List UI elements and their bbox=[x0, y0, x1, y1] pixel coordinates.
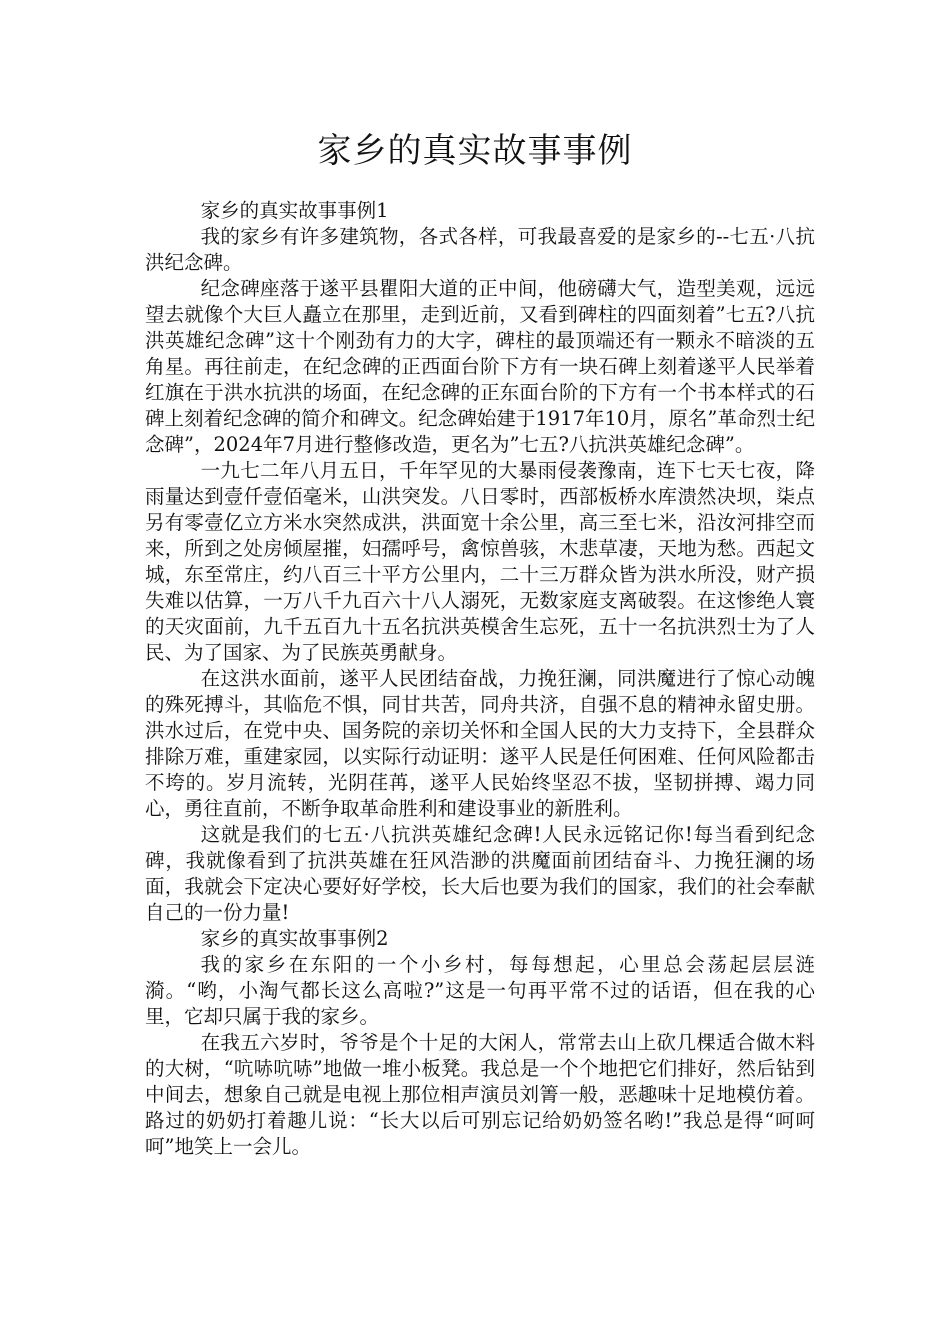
paragraph: 一九七二年八月五日，千年罕见的大暴雨侵袭豫南，连下七天七夜，降雨量达到壹仟壹佰毫米，山洪突发。八日零时，西部板桥水库溃然决坝，柒点另有零壹亿立方米水突然成洪，洪面宽十余公里，高三至七米，沿汝河排空而来，所到之处房倾屋摧，妇孺呼号，禽惊兽骇，木悲草凄，天地为愁。西起文城，东至常庄，约八百三十平方公里内，二十三万群众皆为洪水所没，财产损失难以估算，一万八千九百六十八人溺死，无数家庭支离破裂。在这惨绝人寰的天灾面前，九千五百九十五名抗洪英模舍生忘死，五十一名抗洪烈士为了人民、为了国家、为了民族英勇献身。 bbox=[145, 459, 815, 664]
document-title: 家乡的真实故事事例 bbox=[317, 131, 633, 171]
section-heading-2: 家乡的真实故事事例2 bbox=[200, 927, 389, 950]
document-body bbox=[145, 198, 815, 1160]
paragraph: 这就是我们的七五·八抗洪英雄纪念碑!人民永远铭记你!每当看到纪念碑，我就像看到了抗洪英雄在狂风浩渺的洪魔面前团结奋斗、力挽狂澜的场面，我就会下定决心要好好学校，长大后也要为我们的国家，我们的社会奉献自己的一份力量! bbox=[145, 823, 815, 924]
paragraph: 我的家乡在东阳的一个小乡村，每每想起，心里总会荡起层层涟漪。“哟，小淘气都长这么高啦?”这是一句再平常不过的话语，但在我的心里，它却只属于我的家乡。 bbox=[145, 953, 815, 1028]
section-heading-1: 家乡的真实故事事例1 bbox=[200, 199, 389, 222]
paragraph: 在这洪水面前，遂平人民团结奋战，力挽狂澜，同洪魔进行了惊心动魄的殊死搏斗，其临危不惧，同甘共苦，同舟共济，自强不息的精神永留史册。洪水过后，在党中央、国务院的亲切关怀和全国人民的大力支持下，全县群众排除万难，重建家园，以实际行动证明：遂平人民是任何困难、任何风险都击不垮的。岁月流转，光阴荏苒，遂平人民始终坚忍不拔，坚韧拼搏、竭力同心，勇往直前，不断争取革命胜利和建设事业的新胜利。 bbox=[145, 667, 815, 820]
paragraph: 纪念碑座落于遂平县瞿阳大道的正中间，他磅礴大气，造型美观，远远望去就像个大巨人矗立在那里，走到近前，又看到碑柱的四面刻着”七五?八抗洪英雄纪念碑”这十个刚劲有力的大字，碑柱的最顶端还有一颗永不暗淡的五角星。再往前走，在纪念碑的正西面台阶下方有一块石碑上刻着遂平人民举着红旗在于洪水抗洪的场面，在纪念碑的正东面台阶的下方有一个书本样式的石碑上刻着纪念碑的简介和碑文。纪念碑始建于1917年10月，原名”革命烈士纪念碑”，2024年7月进行整修改造，更名为”七五?八抗洪英雄纪念碑”。 bbox=[145, 277, 815, 456]
paragraph: 我的家乡有许多建筑物，各式各样，可我最喜爱的是家乡的--七五·八抗洪纪念碑。 bbox=[145, 225, 815, 274]
paragraph: 在我五六岁时，爷爷是个十足的大闲人，常常去山上砍几棵适合做木料的大树，“吭哧吭哧”地做一堆小板凳。我总是一个个地把它们排好，然后钻到中间去，想象自己就是电视上那位相声演员刘箐一般，恶趣味十足地模仿着。路过的奶奶打着趣儿说：“长大以后可别忘记给奶奶签名哟!”我总是得“呵呵呵”地笑上一会儿。 bbox=[145, 1031, 815, 1158]
